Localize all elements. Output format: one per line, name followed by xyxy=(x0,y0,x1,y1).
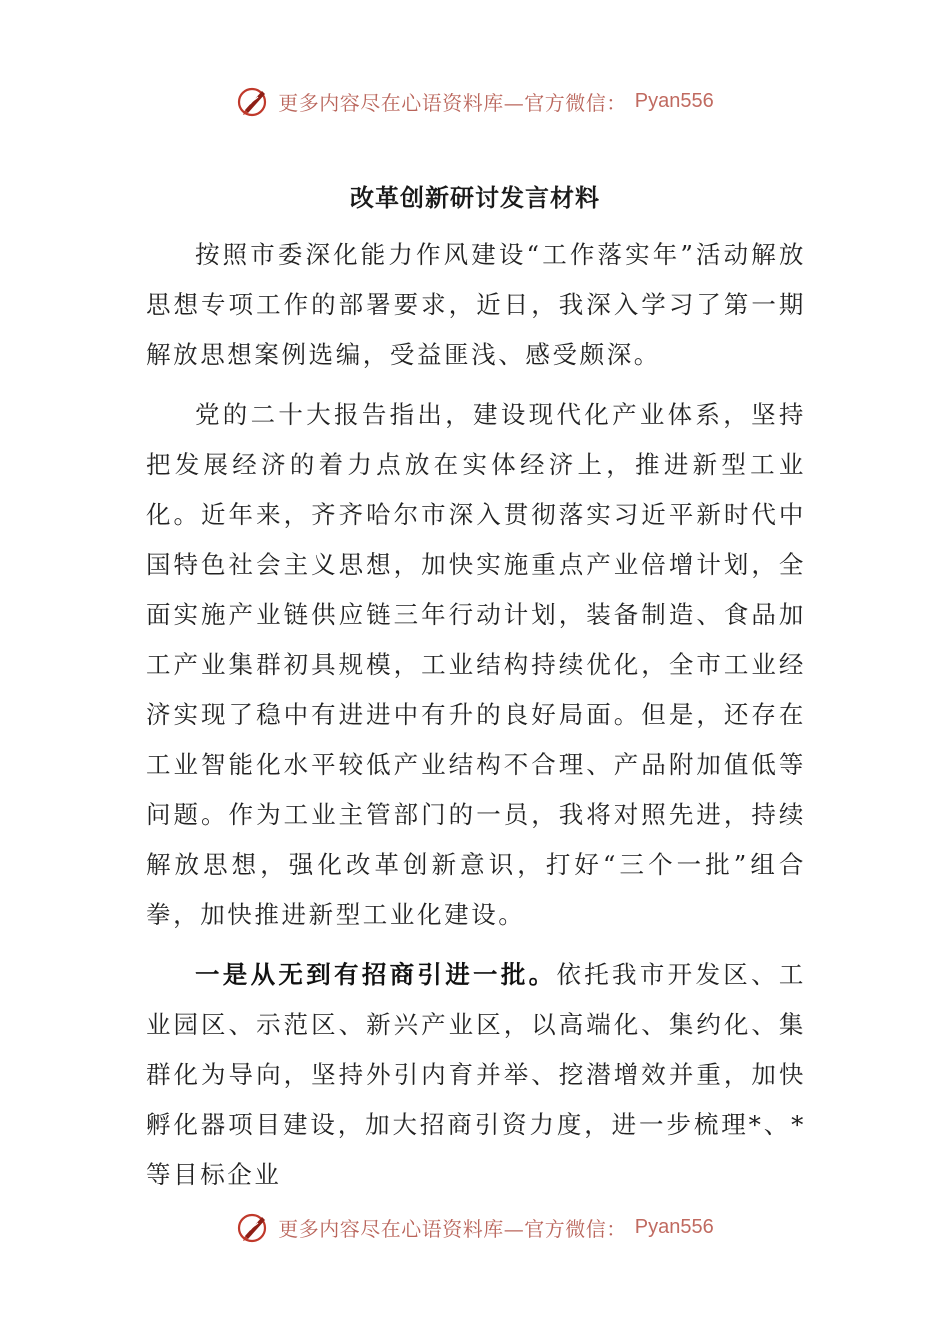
paragraph-text: 依托我市开发区、工业园区、示范区、新兴产业区，以高端化、集约化、集群化为导向，坚持外引内育并举、挖潜增效并重，加快孵化器项目建设，加大招商引资力度，进一步梳理*、*等目标企业 xyxy=(146,960,806,1189)
paragraph-lead: 一是从无到有招商引进一批。 xyxy=(195,960,557,989)
watermark-banner-top xyxy=(0,84,950,118)
document-body xyxy=(146,230,806,1210)
watermark-wechat-id: Pyan556 xyxy=(634,89,714,112)
paragraph xyxy=(146,230,806,380)
paragraph-text: 党的二十大报告指出，建设现代化产业体系，坚持把发展经济的着力点放在实体经济上，推进新型工业化。近年来，齐齐哈尔市深入贯彻落实习近平新时代中国特色社会主义思想，加快实施重点产业倍增计划，全面实施产业链供应链三年行动计划，装备制造、食品加工产业集群初具规模，工业结构持续优化，全市工业经济实现了稳中有进进中有升的良好局面。但是，还存在工业智能化水平较低产业结构不合理、产品附加值低等问题。作为工业主管部门的一员，我将对照先进，持续解放思想，强化改革创新意识，打好“三个一批”组合拳，加快推进新型工业化建设。 xyxy=(146,400,806,929)
paragraph xyxy=(146,390,806,940)
pen-circle-logo-icon xyxy=(236,1210,270,1244)
watermark-wechat-id: Pyan556 xyxy=(634,1215,714,1238)
document-title: 改革创新研讨发言材料 xyxy=(350,183,600,212)
paragraph xyxy=(146,950,806,1200)
watermark-banner-bottom xyxy=(0,1210,950,1244)
paragraph-text: 按照市委深化能力作风建设“工作落实年”活动解放思想专项工作的部署要求，近日，我深入学习了第一期解放思想案例选编，受益匪浅、感受颇深。 xyxy=(146,240,806,369)
watermark-text: 更多内容尽在心语资料库—官方微信： xyxy=(278,90,627,115)
pen-circle-logo-icon xyxy=(236,84,270,118)
watermark-text: 更多内容尽在心语资料库—官方微信： xyxy=(278,1216,627,1241)
